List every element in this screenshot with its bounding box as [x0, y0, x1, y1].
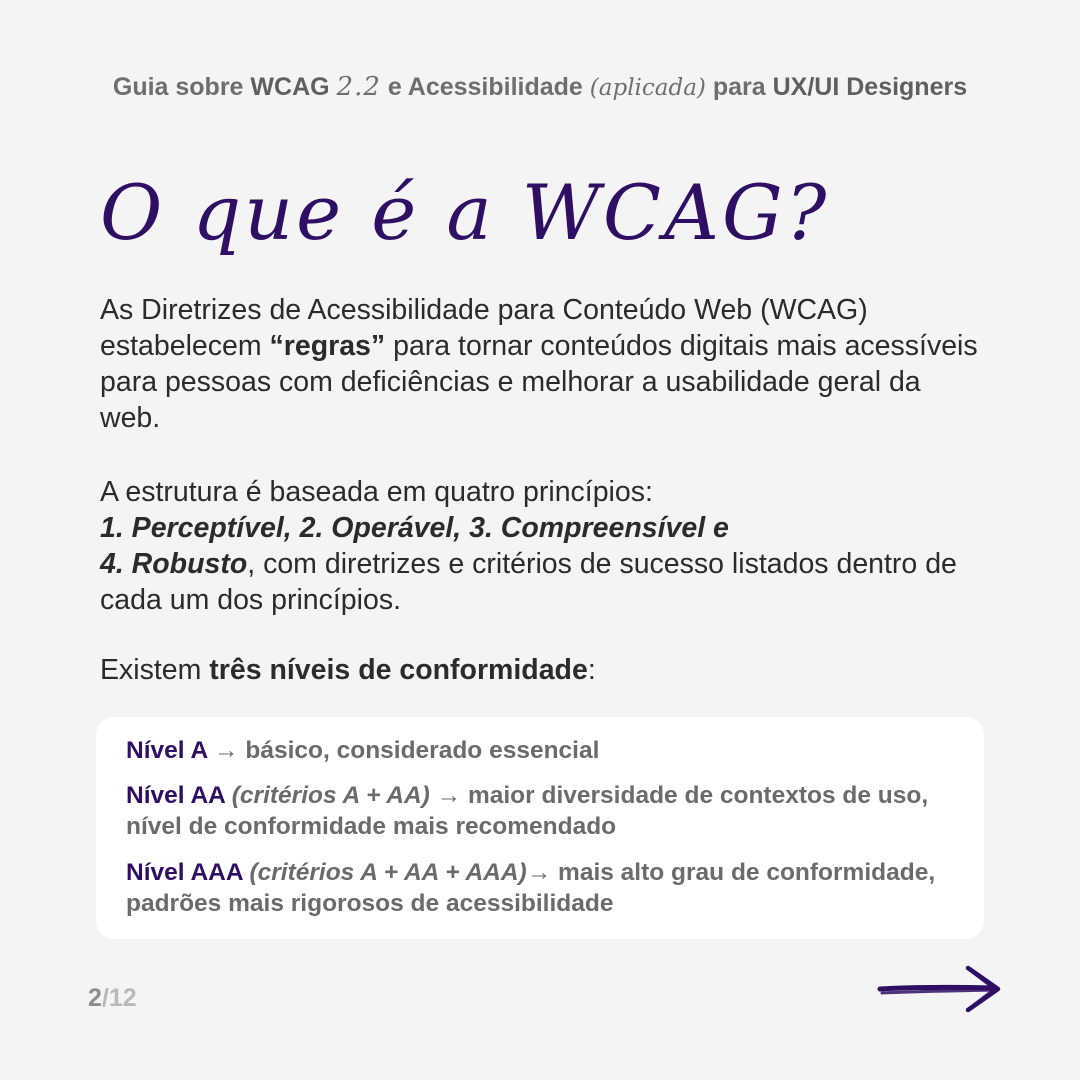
structure-text-a: A estrutura é baseada em quatro princípios:	[100, 476, 653, 508]
conformance-paragraph	[100, 652, 980, 688]
conformance-levels-card	[96, 717, 984, 939]
page-indicator	[88, 984, 137, 1013]
level-aa	[126, 780, 956, 842]
principles-line1: 1. Perceptível, 2. Operável, 3. Compreensível e	[100, 512, 729, 544]
page-title: O que é a WCAG?	[100, 168, 830, 257]
arrow-right-icon[interactable]	[876, 960, 1006, 1016]
intro-text-b: para tornar conteúdos digitais mais acessíveis para pessoas com deficiências e melhorar a usabilidade geral da web.	[100, 330, 978, 434]
level-name: Nível AA	[126, 782, 225, 809]
page-total: /12	[101, 984, 137, 1012]
level-separator: →	[429, 782, 468, 809]
level-name: Nível A	[126, 737, 208, 764]
header-part3: para	[705, 73, 773, 101]
level-description: básico, considerado essencial	[245, 737, 600, 764]
level-name: Nível AAA	[126, 859, 243, 886]
conformance-bold: três níveis de conformidade	[209, 654, 588, 686]
header-audience: UX/UI Designers	[772, 73, 968, 101]
level-description: maior diversidade de contextos de uso, nível de conformidade mais recomendado	[126, 782, 929, 840]
structure-text-b: , com diretrizes e critérios de sucesso listados dentro de cada um dos princípios.	[100, 548, 957, 616]
header-part2: e Acessibilidade	[380, 73, 590, 101]
intro-rules: “regras”	[269, 330, 386, 362]
level-separator: →	[526, 859, 559, 886]
level-aaa	[126, 857, 956, 919]
principles-line2: 4. Robusto	[100, 548, 248, 580]
structure-paragraph	[100, 474, 980, 618]
level-criteria: (critérios A + AA + AAA)	[249, 859, 527, 886]
intro-text-a: As Diretrizes de Acessibilidade para Conteúdo Web (WCAG) estabelecem	[100, 294, 868, 362]
header-wcag: WCAG	[250, 73, 330, 101]
page-current: 2	[88, 984, 102, 1012]
conformance-text-a: Existem	[100, 654, 210, 686]
header-applied: (aplicada)	[589, 75, 706, 101]
level-criteria: (critérios A + AA)	[231, 782, 430, 809]
level-separator: →	[207, 737, 246, 764]
level-a	[126, 735, 956, 766]
level-description: mais alto grau de conformidade, padrões mais rigorosos de acessibilidade	[126, 859, 936, 917]
guide-header	[0, 72, 1080, 102]
header-part1: Guia sobre	[112, 73, 251, 101]
header-version: 2.2	[336, 72, 381, 102]
intro-paragraph	[100, 292, 980, 436]
conformance-text-b: :	[587, 654, 596, 686]
